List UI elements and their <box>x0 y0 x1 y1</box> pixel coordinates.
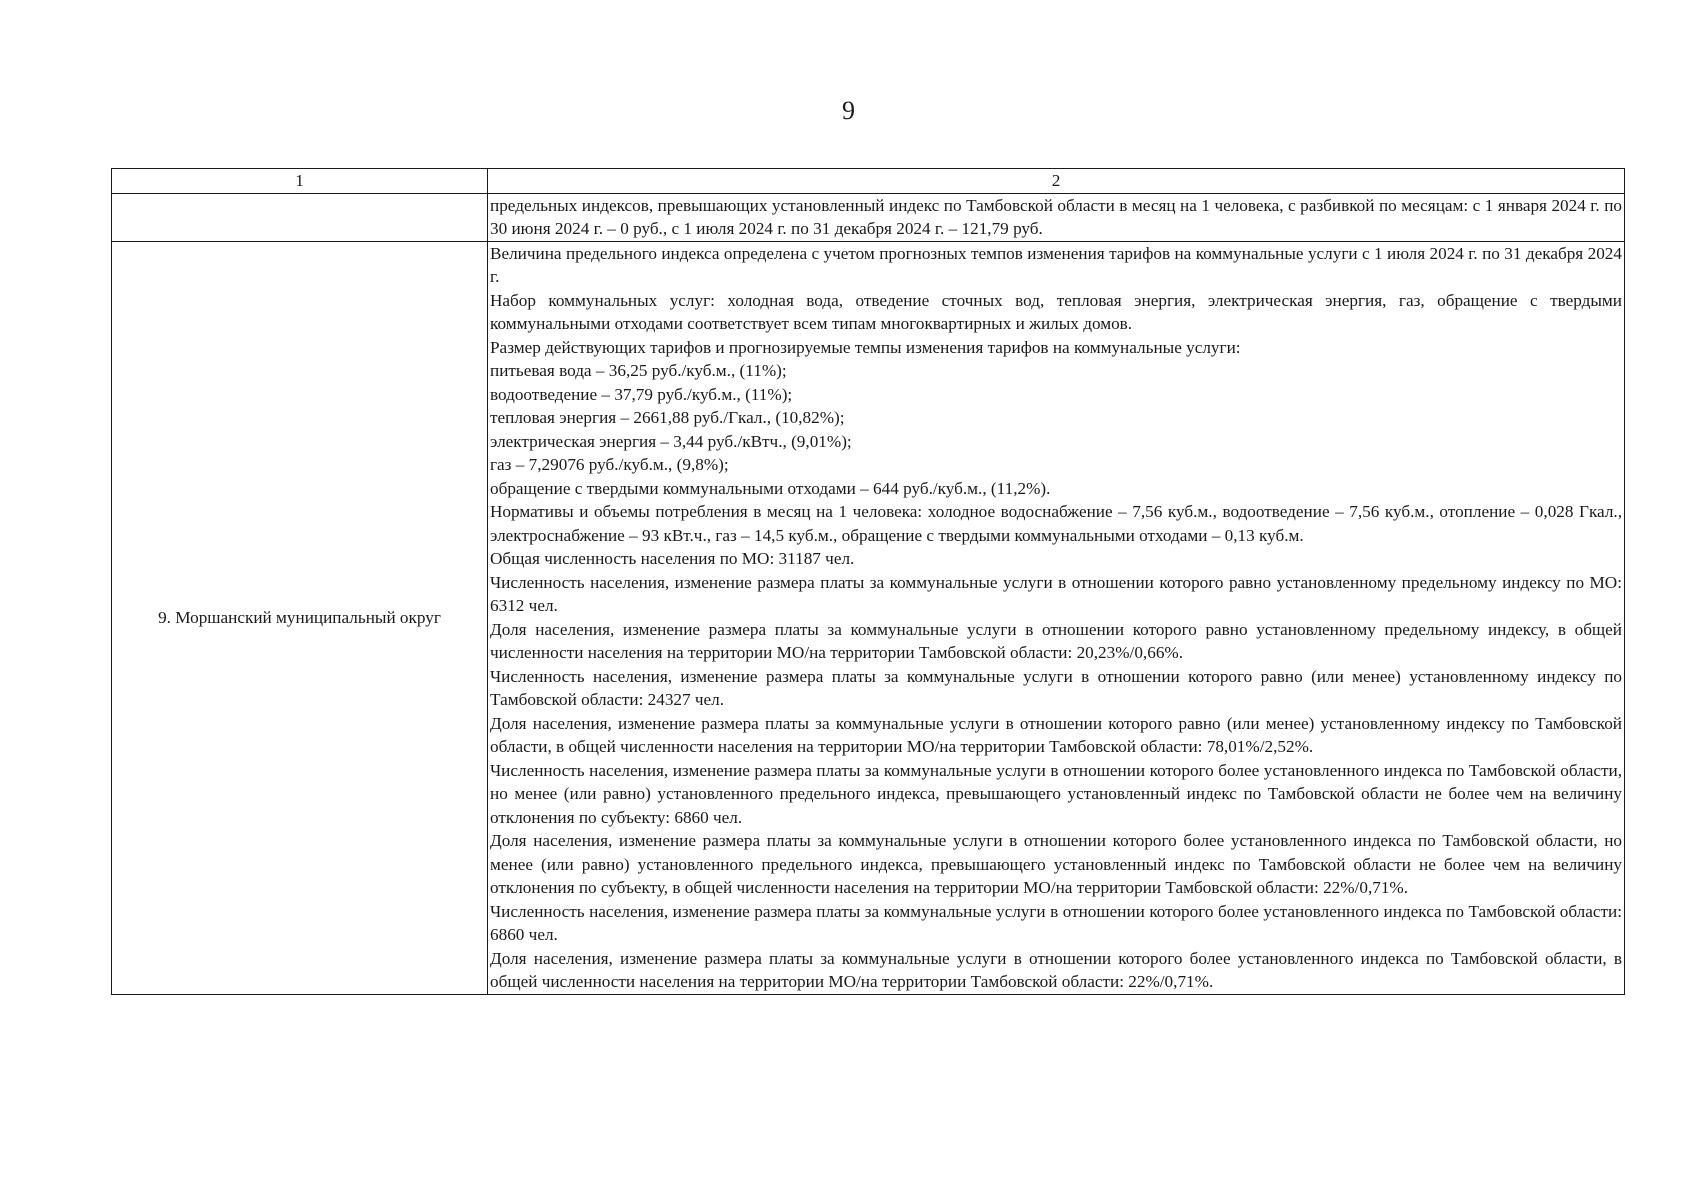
continuation-row <box>112 193 1625 241</box>
page-number: 9 <box>842 96 855 125</box>
paragraph-population-above-regional: Численность населения, изменение размера платы за коммунальные услуги в отношении которого более установленного индекса по Тамбовской области: 6860 чел. <box>490 901 1622 944</box>
continuation-paragraph: предельных индексов, превышающих установленный индекс по Тамбовской области в месяц на 1 человека, с разбивкой по месяцам: с 1 января 2024 г. по 30 июня 2024 г. – 0 руб., с 1 июля 2024 г. по 31 декабря 2024 г. – 121,79 руб. <box>490 195 1622 238</box>
table-row <box>112 241 1625 994</box>
table-header-row <box>112 169 1625 194</box>
tariff-solid-waste: обращение с твердыми коммунальными отходами – 644 руб./куб.м., (11,2%). <box>490 478 1051 498</box>
paragraph-tariffs-intro: Размер действующих тарифов и прогнозируемые темпы изменения тарифов на коммунальные услуги: <box>490 337 1241 357</box>
paragraph-population-equal-limit: Численность населения, изменение размера платы за коммунальные услуги в отношении которого равно установленному предельному индексу по МО: 6312 чел. <box>490 572 1622 615</box>
tariff-wastewater: водоотведение – 37,79 руб./куб.м., (11%); <box>490 384 793 404</box>
details-cell <box>488 241 1625 994</box>
paragraph-index-basis: Величина предельного индекса определена с учетом прогнозных темпов изменения тарифов на коммунальные услуги с 1 июля 2024 г. по 31 декабря 2024 г. <box>490 243 1622 286</box>
paragraph-consumption-norms: Нормативы и объемы потребления в месяц на 1 человека: холодное водоснабжение – 7,56 куб.м., водоотведение – 7,56 куб.м., отопление – 0,028 Гкал., электроснабжение – 93 кВт.ч., газ – 14,5 куб.м., обращение с твердыми коммунальными отходами – 0,13 куб.м. <box>490 502 1622 545</box>
tariff-heat-energy: тепловая энергия – 2661,88 руб./Гкал., (10,82%); <box>490 408 845 427</box>
paragraph-services-set: Набор коммунальных услуг: холодная вода, отведение сточных вод, тепловая энергия, электрическая энергия, газ, обращение с твердыми коммунальными отходами соответствует всем типам многоквартирных и жилых домов. <box>490 290 1622 333</box>
paragraph-share-equal-limit: Доля населения, изменение размера платы за коммунальные услуги в отношении которого равно установленному предельному индексу, в общей численности населения на территории МО/на территории Тамбовской области: 20,23%/0,66%. <box>490 619 1622 662</box>
tariff-drinking-water: питьевая вода – 36,25 руб./куб.м., (11%); <box>490 361 787 380</box>
column-header-1: 1 <box>112 169 488 194</box>
paragraph-share-above-regional: Доля населения, изменение размера платы за коммунальные услуги в отношении которого более установленного индекса по Тамбовской области, в общей численности населения на территории МО/на территории Тамбовской области: 22%/0,71%. <box>490 948 1622 991</box>
paragraph-total-population: Общая численность населения по МО: 31187 чел. <box>490 549 855 568</box>
tariff-gas: газ – 7,29076 руб./куб.м., (9,8%); <box>490 455 729 474</box>
municipality-name: 9. Моршанский муниципальный округ <box>112 241 488 994</box>
paragraph-population-above-regional-within-deviation: Численность населения, изменение размера платы за коммунальные услуги в отношении которого более установленного индекса по Тамбовской области, но менее (или равно) установленного предельного индекса, превышающего установленный индекс по Тамбовской области не более чем на величину отклонения по субъекту: 6860 чел. <box>490 760 1622 827</box>
document-table <box>111 168 1625 995</box>
tariff-electricity: электрическая энергия – 3,44 руб./кВтч., (9,01%); <box>490 431 852 451</box>
continuation-text-cell <box>488 193 1625 241</box>
paragraph-share-above-regional-within-deviation: Доля населения, изменение размера платы за коммунальные услуги в отношении которого более установленного индекса по Тамбовской области, но менее (или равно) установленного предельного индекса, превышающего установленный индекс по Тамбовской области не более чем на величину отклонения по субъекту, в общей численности населения на территории МО/на территории Тамбовской области: 22%/0,71%. <box>490 831 1622 897</box>
paragraph-population-le-regional: Численность населения, изменение размера платы за коммунальные услуги в отношении которого равно (или менее) установленному индексу по Тамбовской области: 24327 чел. <box>490 666 1622 709</box>
paragraph-share-le-regional: Доля населения, изменение размера платы за коммунальные услуги в отношении которого равно (или менее) установленному индексу по Тамбовской области, в общей численности населения на территории МО/на территории Тамбовской области: 78,01%/2,52%. <box>490 713 1622 756</box>
continuation-col1-cell <box>112 193 488 241</box>
column-header-2: 2 <box>488 169 1625 194</box>
